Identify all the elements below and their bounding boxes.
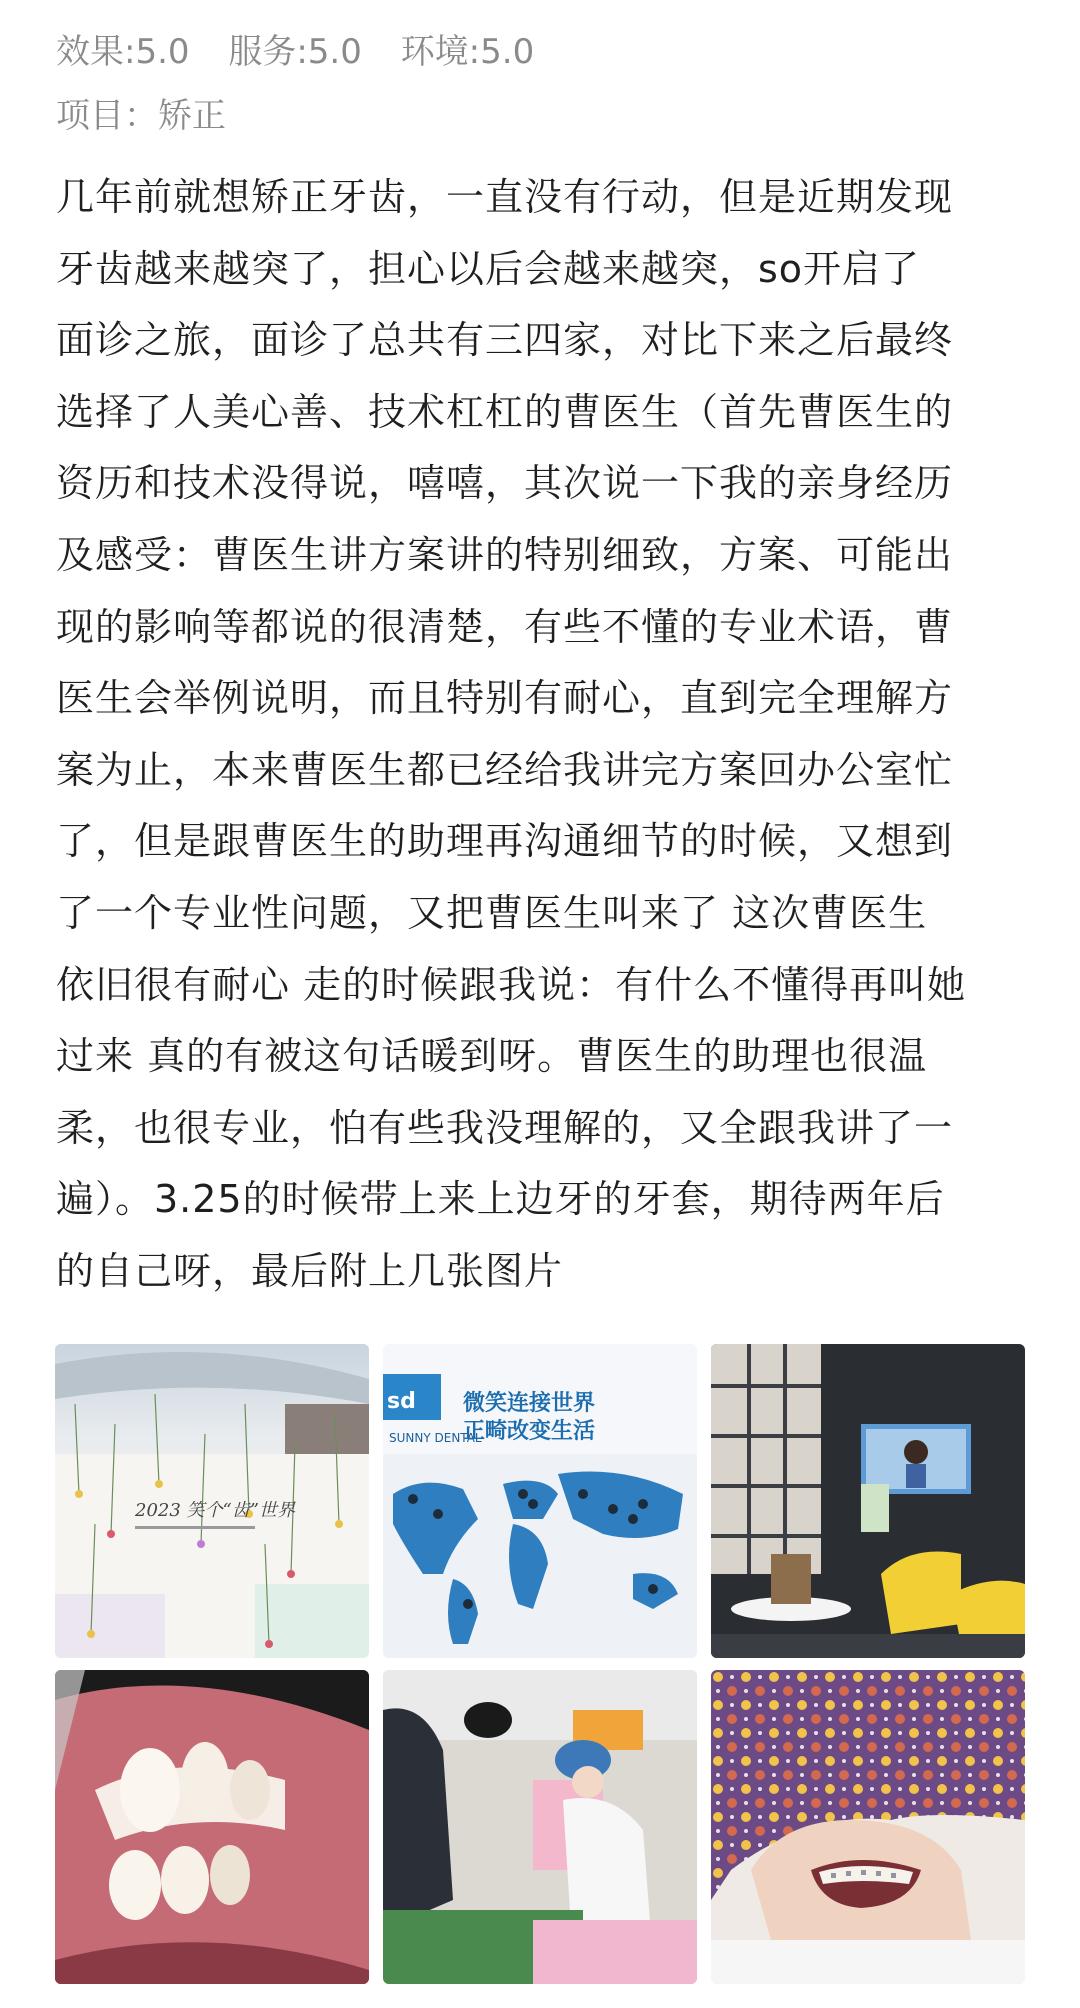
review-line: 现的影响等都说的很清楚，有些不懂的专业术语，曹	[56, 604, 954, 649]
review-line: 的自己呀，最后附上几张图片	[56, 1248, 564, 1293]
review-line: 遍）。3.25的时候带上来上边牙的牙套，期待两年后	[56, 1177, 945, 1222]
review-line: 牙齿越来越突了，担心以后会越来越突，so开启了	[56, 246, 921, 291]
review-line: 依旧很有耐心 走的时候跟我说：有什么不懂得再叫她	[56, 962, 967, 1007]
rating-row	[56, 28, 562, 76]
project-label: 项目：矫正	[56, 96, 226, 136]
photo-teeth-closeup[interactable]	[55, 1670, 369, 1984]
review-line: 了一个专业性问题，又把曹医生叫来了 这次曹医生	[56, 890, 928, 935]
photo-flower-wall[interactable]	[55, 1344, 369, 1658]
photo-braces-smile[interactable]	[711, 1670, 1025, 1984]
photo-treatment-room[interactable]	[383, 1670, 697, 1984]
review-line: 几年前就想矫正牙齿，一直没有行动，但是近期发现	[56, 175, 954, 219]
photo-waiting-lounge[interactable]	[711, 1344, 1025, 1658]
review-line: 案为止，本来曹医生都已经给我讲完方案回办公室忙	[56, 747, 954, 792]
review-line: 柔，也很专业，怕有些我没理解的，又全跟我讲了一	[56, 1105, 954, 1150]
clinic-logo-text: SUNNY DENTAL	[389, 1431, 482, 1445]
svg-text:sd: sd	[387, 1389, 416, 1414]
review-line: 选择了人美心善、技术杠杠的曹医生（首先曹医生的	[56, 389, 954, 434]
review-line: 面诊之旅，面诊了总共有三四家，对比下来之后最终	[56, 318, 954, 363]
photo-clinic-logo-map[interactable]	[383, 1344, 697, 1658]
slogan-line-2: 正畸改变生活	[463, 1419, 596, 1444]
photo-grid	[55, 1344, 1025, 1984]
review-line: 资历和技术没得说，嘻嘻，其次说一下我的亲身经历	[56, 461, 954, 506]
review-line: 过来 真的有被这句话暖到呀。曹医生的助理也很温	[56, 1034, 928, 1079]
review-text	[56, 162, 1024, 1308]
rating-service: 服务:5.0	[228, 32, 362, 72]
review-line: 及感受：曹医生讲方案讲的特别细致，方案、可能出	[56, 532, 954, 577]
review-line: 了，但是跟曹医生的助理再沟通细节的时候，又想到	[56, 819, 954, 864]
flower-wall-sign: 2023 笑个“齿”世界	[135, 1500, 295, 1521]
review-line: 医生会举例说明，而且特别有耐心，直到完全理解方	[56, 676, 954, 721]
rating-effect: 效果:5.0	[56, 32, 190, 72]
slogan-line-1: 微笑连接世界	[463, 1391, 596, 1416]
rating-environment: 环境:5.0	[400, 32, 535, 72]
